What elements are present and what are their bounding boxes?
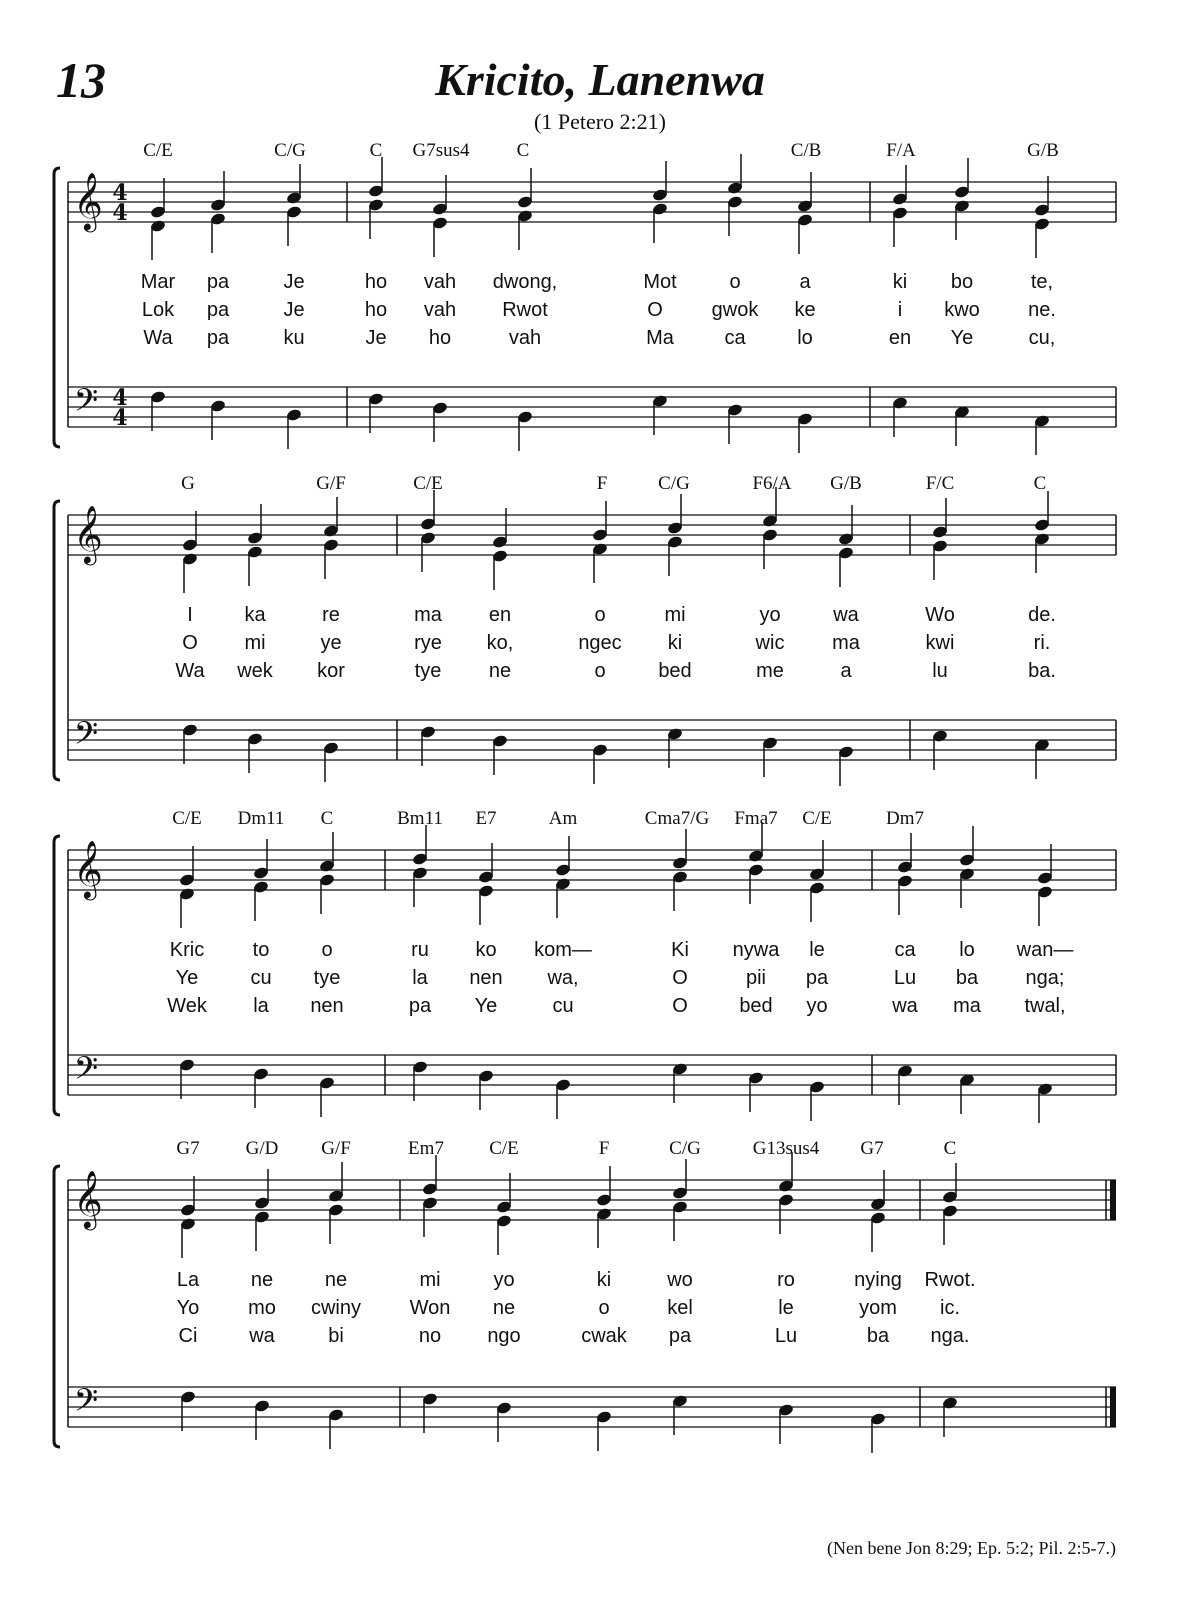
lyric-verse-1-syllable: yo (759, 604, 781, 626)
lyric-verse-2-syllable: cwiny (310, 1297, 362, 1319)
lyric-verse-1-syllable: pa (206, 271, 230, 293)
lyric-verse-1-syllable: a (799, 271, 811, 293)
lyric-verse-1-syllable: Mot (643, 271, 677, 293)
lyric-verse-1-syllable: Rwot. (924, 1269, 976, 1291)
lyric-verse-3-syllable: ku (283, 327, 305, 349)
lyric-verse-2-syllable: Lu (893, 967, 917, 989)
chord-symbol: C (320, 808, 334, 829)
lyric-verse-2-syllable: pii (745, 967, 767, 989)
time-signature-bottom: 4 (112, 200, 128, 226)
lyric-verse-1-syllable: Wo (925, 604, 955, 626)
lyric-verse-1-syllable: o (321, 939, 333, 961)
final-barline-thick (1110, 1387, 1116, 1427)
time-signature-bottom: 4 (112, 405, 128, 431)
lyric-verse-2-syllable: tye (313, 967, 341, 989)
lyric-verse-3-syllable: Ye (474, 995, 498, 1017)
hymn-number: 13 (56, 52, 106, 108)
lyric-verse-2-syllable: ko, (486, 632, 514, 654)
lyric-verse-2-syllable: la (412, 967, 428, 989)
lyric-verse-3-syllable: wa (892, 995, 918, 1017)
time-signature-top: 4 (112, 180, 128, 206)
chord-symbol: C/G (669, 1138, 701, 1159)
lyric-verse-3-syllable: me (756, 660, 784, 682)
system-bracket (54, 501, 60, 780)
lyric-verse-3-syllable: wek (237, 660, 273, 682)
lyric-verse-1-syllable: wa (833, 604, 859, 626)
treble-clef: 𝄞 (73, 505, 103, 563)
lyric-verse-2-syllable: nen (469, 967, 503, 989)
chord-symbol: G/D (245, 1138, 279, 1159)
scripture-reference: (1 Petero 2:21) (534, 109, 666, 134)
lyric-verse-1-syllable: ki (892, 271, 908, 293)
lyric-verse-2-syllable: ma (832, 632, 860, 654)
chord-symbol: F/A (886, 140, 916, 161)
chord-symbol: G (181, 473, 195, 494)
system-bracket (54, 836, 60, 1115)
lyric-verse-2-syllable: Je (283, 299, 305, 321)
lyric-verse-1-syllable: vah (423, 271, 457, 293)
lyric-verse-1-syllable: o (729, 271, 741, 293)
lyric-verse-3-syllable: yo (806, 995, 828, 1017)
lyric-verse-1-syllable: I (187, 604, 193, 626)
lyric-verse-1-syllable: to (252, 939, 270, 961)
lyric-verse-1-syllable: ki (596, 1269, 612, 1291)
lyric-verse-2-syllable: yom (859, 1297, 897, 1319)
chord-symbol: Dm11 (237, 808, 285, 829)
lyric-verse-1-syllable: le (809, 939, 825, 961)
chord-symbol: G/B (1027, 140, 1059, 161)
lyric-verse-3-syllable: Lu (774, 1325, 798, 1347)
lyric-verse-3-syllable: ho (428, 327, 452, 349)
lyric-verse-3-syllable: cu, (1028, 327, 1056, 349)
system-bracket (54, 168, 60, 447)
lyric-verse-3-syllable: nga. (930, 1325, 970, 1347)
lyric-verse-2-syllable: i (897, 299, 903, 321)
lyric-verse-1-syllable: Kric (169, 939, 205, 961)
lyric-verse-1-syllable: wo (667, 1269, 693, 1291)
lyric-verse-1-syllable: en (488, 604, 512, 626)
chord-symbol: G7 (176, 1138, 200, 1159)
lyric-verse-3-syllable: Wa (175, 660, 205, 682)
lyric-verse-3-syllable: tye (414, 660, 442, 682)
lyric-verse-2-syllable: O (672, 967, 688, 989)
chord-symbol: C/B (790, 140, 822, 161)
lyric-verse-1-syllable: ne (250, 1269, 274, 1291)
lyric-verse-2-syllable: rye (414, 632, 442, 654)
chord-symbol: G13sus4 (752, 1138, 820, 1159)
lyric-verse-1-syllable: o (594, 604, 606, 626)
lyric-verse-3-syllable: ba. (1028, 660, 1056, 682)
lyric-verse-3-syllable: bed (658, 660, 692, 682)
lyric-verse-3-syllable: vah (508, 327, 542, 349)
lyric-verse-2-syllable: ne. (1028, 299, 1056, 321)
lyric-verse-2-syllable: kwi (925, 632, 955, 654)
lyric-verse-2-syllable: ne (492, 1297, 516, 1319)
chord-symbol: C/G (274, 140, 306, 161)
lyric-verse-3-syllable: lo (797, 327, 813, 349)
chord-symbol: C/E (802, 808, 832, 829)
lyric-verse-3-syllable: pa (408, 995, 432, 1017)
final-barline-thick (1110, 1180, 1116, 1220)
treble-clef: 𝄞 (73, 1170, 103, 1228)
lyric-verse-2-syllable: o (598, 1297, 610, 1319)
chord-symbol: Fma7 (734, 808, 778, 829)
lyric-verse-1-syllable: nywa (732, 939, 780, 961)
lyric-verse-3-syllable: Ma (646, 327, 674, 349)
lyric-verse-1-syllable: re (322, 604, 340, 626)
lyric-verse-2-syllable: ri. (1033, 632, 1051, 654)
lyric-verse-2-syllable: ki (667, 632, 683, 654)
lyric-verse-2-syllable: Rwot (502, 299, 548, 321)
chord-symbol: C/G (658, 473, 690, 494)
lyric-verse-2-syllable: ho (364, 299, 388, 321)
lyric-verse-3-syllable: ba (866, 1325, 890, 1347)
chord-symbol: C (369, 140, 383, 161)
treble-clef: 𝄞 (73, 172, 103, 230)
chord-symbol: C/E (489, 1138, 519, 1159)
bass-clef: 𝄢 (73, 1050, 99, 1094)
lyric-verse-3-syllable: twal, (1024, 995, 1066, 1017)
lyric-verse-3-syllable: kor (317, 660, 345, 682)
chord-symbol: C/E (172, 808, 202, 829)
lyric-verse-3-syllable: no (418, 1325, 442, 1347)
lyric-verse-2-syllable: cu (250, 967, 272, 989)
chord-symbol: G/B (830, 473, 862, 494)
system-bracket (54, 1166, 60, 1447)
chord-symbol: C (943, 1138, 957, 1159)
time-signature-top: 4 (112, 385, 128, 411)
lyric-verse-2-syllable: Lok (141, 299, 175, 321)
lyric-verse-2-syllable: mo (248, 1297, 276, 1319)
chord-symbol: F (596, 473, 608, 494)
lyric-verse-3-syllable: bed (739, 995, 773, 1017)
lyric-verse-1-syllable: ro (777, 1269, 795, 1291)
lyric-verse-1-syllable: ru (411, 939, 429, 961)
lyric-verse-1-syllable: ko (475, 939, 497, 961)
lyric-verse-2-syllable: ye (320, 632, 342, 654)
lyric-verse-1-syllable: yo (493, 1269, 515, 1291)
lyric-verse-1-syllable: ne (324, 1269, 348, 1291)
lyric-verse-2-syllable: ba (955, 967, 979, 989)
chord-symbol: F6/A (752, 473, 792, 494)
lyric-verse-2-syllable: pa (206, 299, 230, 321)
lyric-verse-2-syllable: O (647, 299, 663, 321)
chord-symbol: Bm11 (397, 808, 443, 829)
lyric-verse-1-syllable: ca (894, 939, 916, 961)
hymn-title: Kricito, Lanenwa (435, 54, 765, 105)
lyric-verse-1-syllable: mi (419, 1269, 441, 1291)
lyric-verse-3-syllable: Ci (178, 1325, 198, 1347)
chord-symbol: G/F (316, 473, 346, 494)
lyric-verse-3-syllable: pa (206, 327, 230, 349)
chord-symbol: G7sus4 (412, 140, 470, 161)
chord-symbol: Cma7/G (644, 808, 710, 829)
lyric-verse-1-syllable: dwong, (492, 271, 558, 293)
bass-clef: 𝄢 (73, 382, 99, 426)
lyric-verse-2-syllable: kel (667, 1297, 693, 1319)
lyric-verse-1-syllable: ma (414, 604, 442, 626)
lyric-verse-2-syllable: vah (423, 299, 457, 321)
lyric-verse-3-syllable: bi (328, 1325, 344, 1347)
lyric-verse-3-syllable: la (253, 995, 269, 1017)
lyric-verse-1-syllable: Je (283, 271, 305, 293)
chord-symbol: C/E (413, 473, 443, 494)
lyric-verse-3-syllable: ngo (487, 1325, 521, 1347)
lyric-verse-2-syllable: Yo (176, 1297, 200, 1319)
lyric-verse-2-syllable: ke (794, 299, 816, 321)
lyric-verse-3-syllable: a (840, 660, 852, 682)
bass-clef: 𝄢 (73, 715, 99, 759)
chord-symbol: Am (548, 808, 578, 829)
lyric-verse-1-syllable: La (176, 1269, 200, 1291)
lyric-verse-1-syllable: mi (664, 604, 686, 626)
lyric-verse-3-syllable: lu (932, 660, 948, 682)
chord-symbol: C (1033, 473, 1047, 494)
lyric-verse-3-syllable: pa (668, 1325, 692, 1347)
chord-symbol: C (516, 140, 530, 161)
lyric-verse-1-syllable: kom— (534, 939, 592, 961)
lyric-verse-2-syllable: wa, (547, 967, 579, 989)
lyric-verse-3-syllable: nen (310, 995, 344, 1017)
treble-clef: 𝄞 (73, 840, 103, 898)
lyric-verse-3-syllable: cwak (581, 1325, 627, 1347)
lyric-verse-3-syllable: cu (552, 995, 574, 1017)
lyric-verse-1-syllable: nying (854, 1269, 902, 1291)
lyric-verse-3-syllable: Je (365, 327, 387, 349)
lyric-verse-1-syllable: te, (1030, 271, 1054, 293)
lyric-verse-1-syllable: de. (1028, 604, 1056, 626)
chord-symbol: Em7 (408, 1138, 444, 1159)
lyric-verse-1-syllable: Mar (140, 271, 176, 293)
lyric-verse-1-syllable: bo (950, 271, 974, 293)
footer-reference: (Nen bene Jon 8:29; Ep. 5:2; Pil. 2:5-7.) (827, 1538, 1116, 1558)
lyric-verse-1-syllable: Ki (671, 939, 689, 961)
lyric-verse-2-syllable: gwok (711, 299, 759, 321)
lyric-verse-2-syllable: pa (805, 967, 829, 989)
lyric-verse-3-syllable: en (888, 327, 912, 349)
lyric-verse-3-syllable: Wek (167, 995, 207, 1017)
lyric-verse-2-syllable: mi (244, 632, 266, 654)
lyric-verse-3-syllable: o (594, 660, 606, 682)
lyric-verse-2-syllable: Ye (175, 967, 199, 989)
chord-symbol: F (598, 1138, 610, 1159)
lyric-verse-1-syllable: ho (364, 271, 388, 293)
lyric-verse-2-syllable: le (778, 1297, 794, 1319)
lyric-verse-3-syllable: ma (953, 995, 981, 1017)
chord-symbol: C/E (143, 140, 173, 161)
lyric-verse-2-syllable: kwo (944, 299, 980, 321)
lyric-verse-3-syllable: Wa (143, 327, 173, 349)
lyric-verse-3-syllable: O (672, 995, 688, 1017)
lyric-verse-2-syllable: O (182, 632, 198, 654)
chord-symbol: E7 (475, 808, 497, 829)
lyric-verse-3-syllable: ca (724, 327, 746, 349)
chord-symbol: F/C (925, 473, 955, 494)
lyric-verse-2-syllable: Won (409, 1297, 451, 1319)
lyric-verse-2-syllable: ngec (578, 632, 622, 654)
lyric-verse-3-syllable: wa (249, 1325, 275, 1347)
lyric-verse-2-syllable: ic. (940, 1297, 960, 1319)
chord-symbol: G7 (860, 1138, 884, 1159)
lyric-verse-1-syllable: wan— (1016, 939, 1074, 961)
lyric-verse-1-syllable: ka (244, 604, 266, 626)
bass-clef: 𝄢 (73, 1382, 99, 1426)
lyric-verse-2-syllable: wic (755, 632, 785, 654)
lyric-verse-2-syllable: nga; (1025, 967, 1065, 989)
chord-symbol: Dm7 (886, 808, 924, 829)
chord-symbol: G/F (321, 1138, 351, 1159)
lyric-verse-1-syllable: lo (959, 939, 975, 961)
lyric-verse-3-syllable: ne (488, 660, 512, 682)
lyric-verse-3-syllable: Ye (950, 327, 974, 349)
